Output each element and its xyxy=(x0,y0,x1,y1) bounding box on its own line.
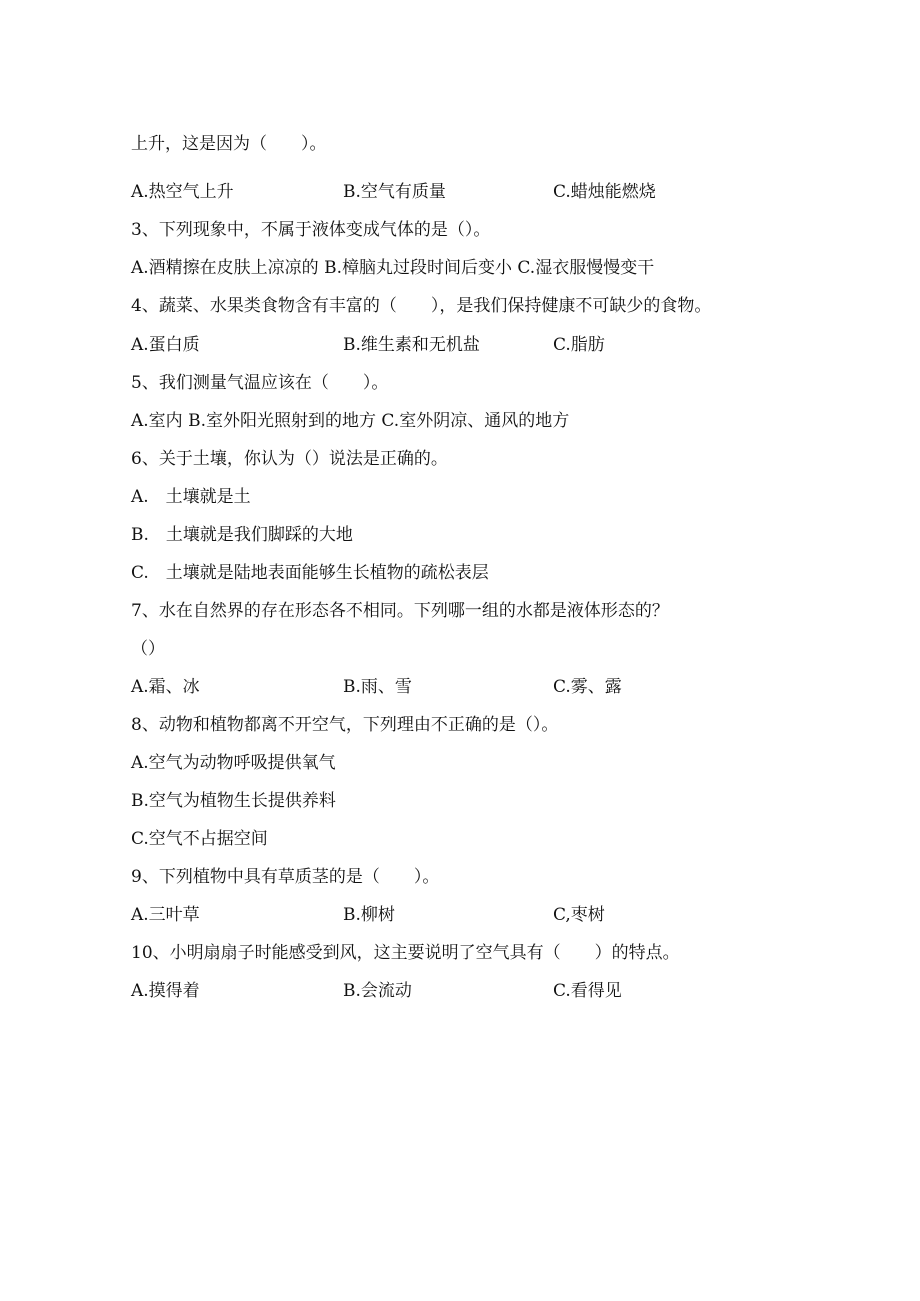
q10-option-a: A.摸得着 xyxy=(131,981,200,1001)
question-5: 5、我们测量气温应该在（ ）。 xyxy=(131,373,389,393)
question-7-blank: （） xyxy=(131,639,165,659)
q10-option-b: B.会流动 xyxy=(343,981,412,1001)
question-7: 7、水在自然界的存在形态各不相同。下列哪一组的水都是液体形态的？ xyxy=(131,601,669,621)
q10-option-c: C.看得见 xyxy=(553,981,622,1001)
q4-option-c: C.脂肪 xyxy=(553,335,605,355)
question-4: 4、蔬菜、水果类食物含有丰富的（ ），是我们保持健康不可缺少的食物。 xyxy=(131,296,712,316)
q8-option-a: A.空气为动物呼吸提供氧气 xyxy=(131,753,336,773)
q7-option-b: B.雨、雪 xyxy=(343,677,412,697)
q9-option-c: C,枣树 xyxy=(553,905,605,925)
q9-option-a: A.三叶草 xyxy=(131,905,200,925)
q2-option-a: A.热空气上升 xyxy=(131,182,234,202)
q3-options: A.酒精擦在皮肤上凉凉的 B.樟脑丸过段时间后变小 C.湿衣服慢慢变干 xyxy=(131,258,655,278)
q8-option-c: C.空气不占据空间 xyxy=(131,829,268,849)
q6-option-a: A. 土壤就是土 xyxy=(131,487,251,507)
q6-option-b: B. 土壤就是我们脚踩的大地 xyxy=(131,525,353,545)
question-10: 10、小明扇扇子时能感受到风，这主要说明了空气具有（ ）的特点。 xyxy=(131,943,680,963)
question-3: 3、下列现象中，不属于液体变成气体的是（）。 xyxy=(131,220,491,240)
q6-option-c: C. 土壤就是陆地表面能够生长植物的疏松表层 xyxy=(131,563,489,583)
q4-option-b: B.维生素和无机盐 xyxy=(343,335,480,355)
q5-options: A.室内 B.室外阳光照射到的地方 C.室外阴凉、通风的地方 xyxy=(131,411,570,431)
q9-option-b: B.柳树 xyxy=(343,905,395,925)
q8-option-b: B.空气为植物生长提供养料 xyxy=(131,791,336,811)
q7-option-a: A.霜、冰 xyxy=(131,677,200,697)
q2-option-c: C.蜡烛能燃烧 xyxy=(553,182,656,202)
question-9: 9、下列植物中具有草质茎的是（ ）。 xyxy=(131,867,440,887)
q7-option-c: C.雾、露 xyxy=(553,677,622,697)
question-6: 6、关于土壤，你认为（）说法是正确的。 xyxy=(131,449,448,469)
question-2-continuation: 上升，这是因为（ ）。 xyxy=(131,134,327,154)
q2-option-b: B.空气有质量 xyxy=(343,182,446,202)
q4-option-a: A.蛋白质 xyxy=(131,335,200,355)
question-8: 8、动物和植物都离不开空气，下列理由不正确的是（）。 xyxy=(131,715,559,735)
